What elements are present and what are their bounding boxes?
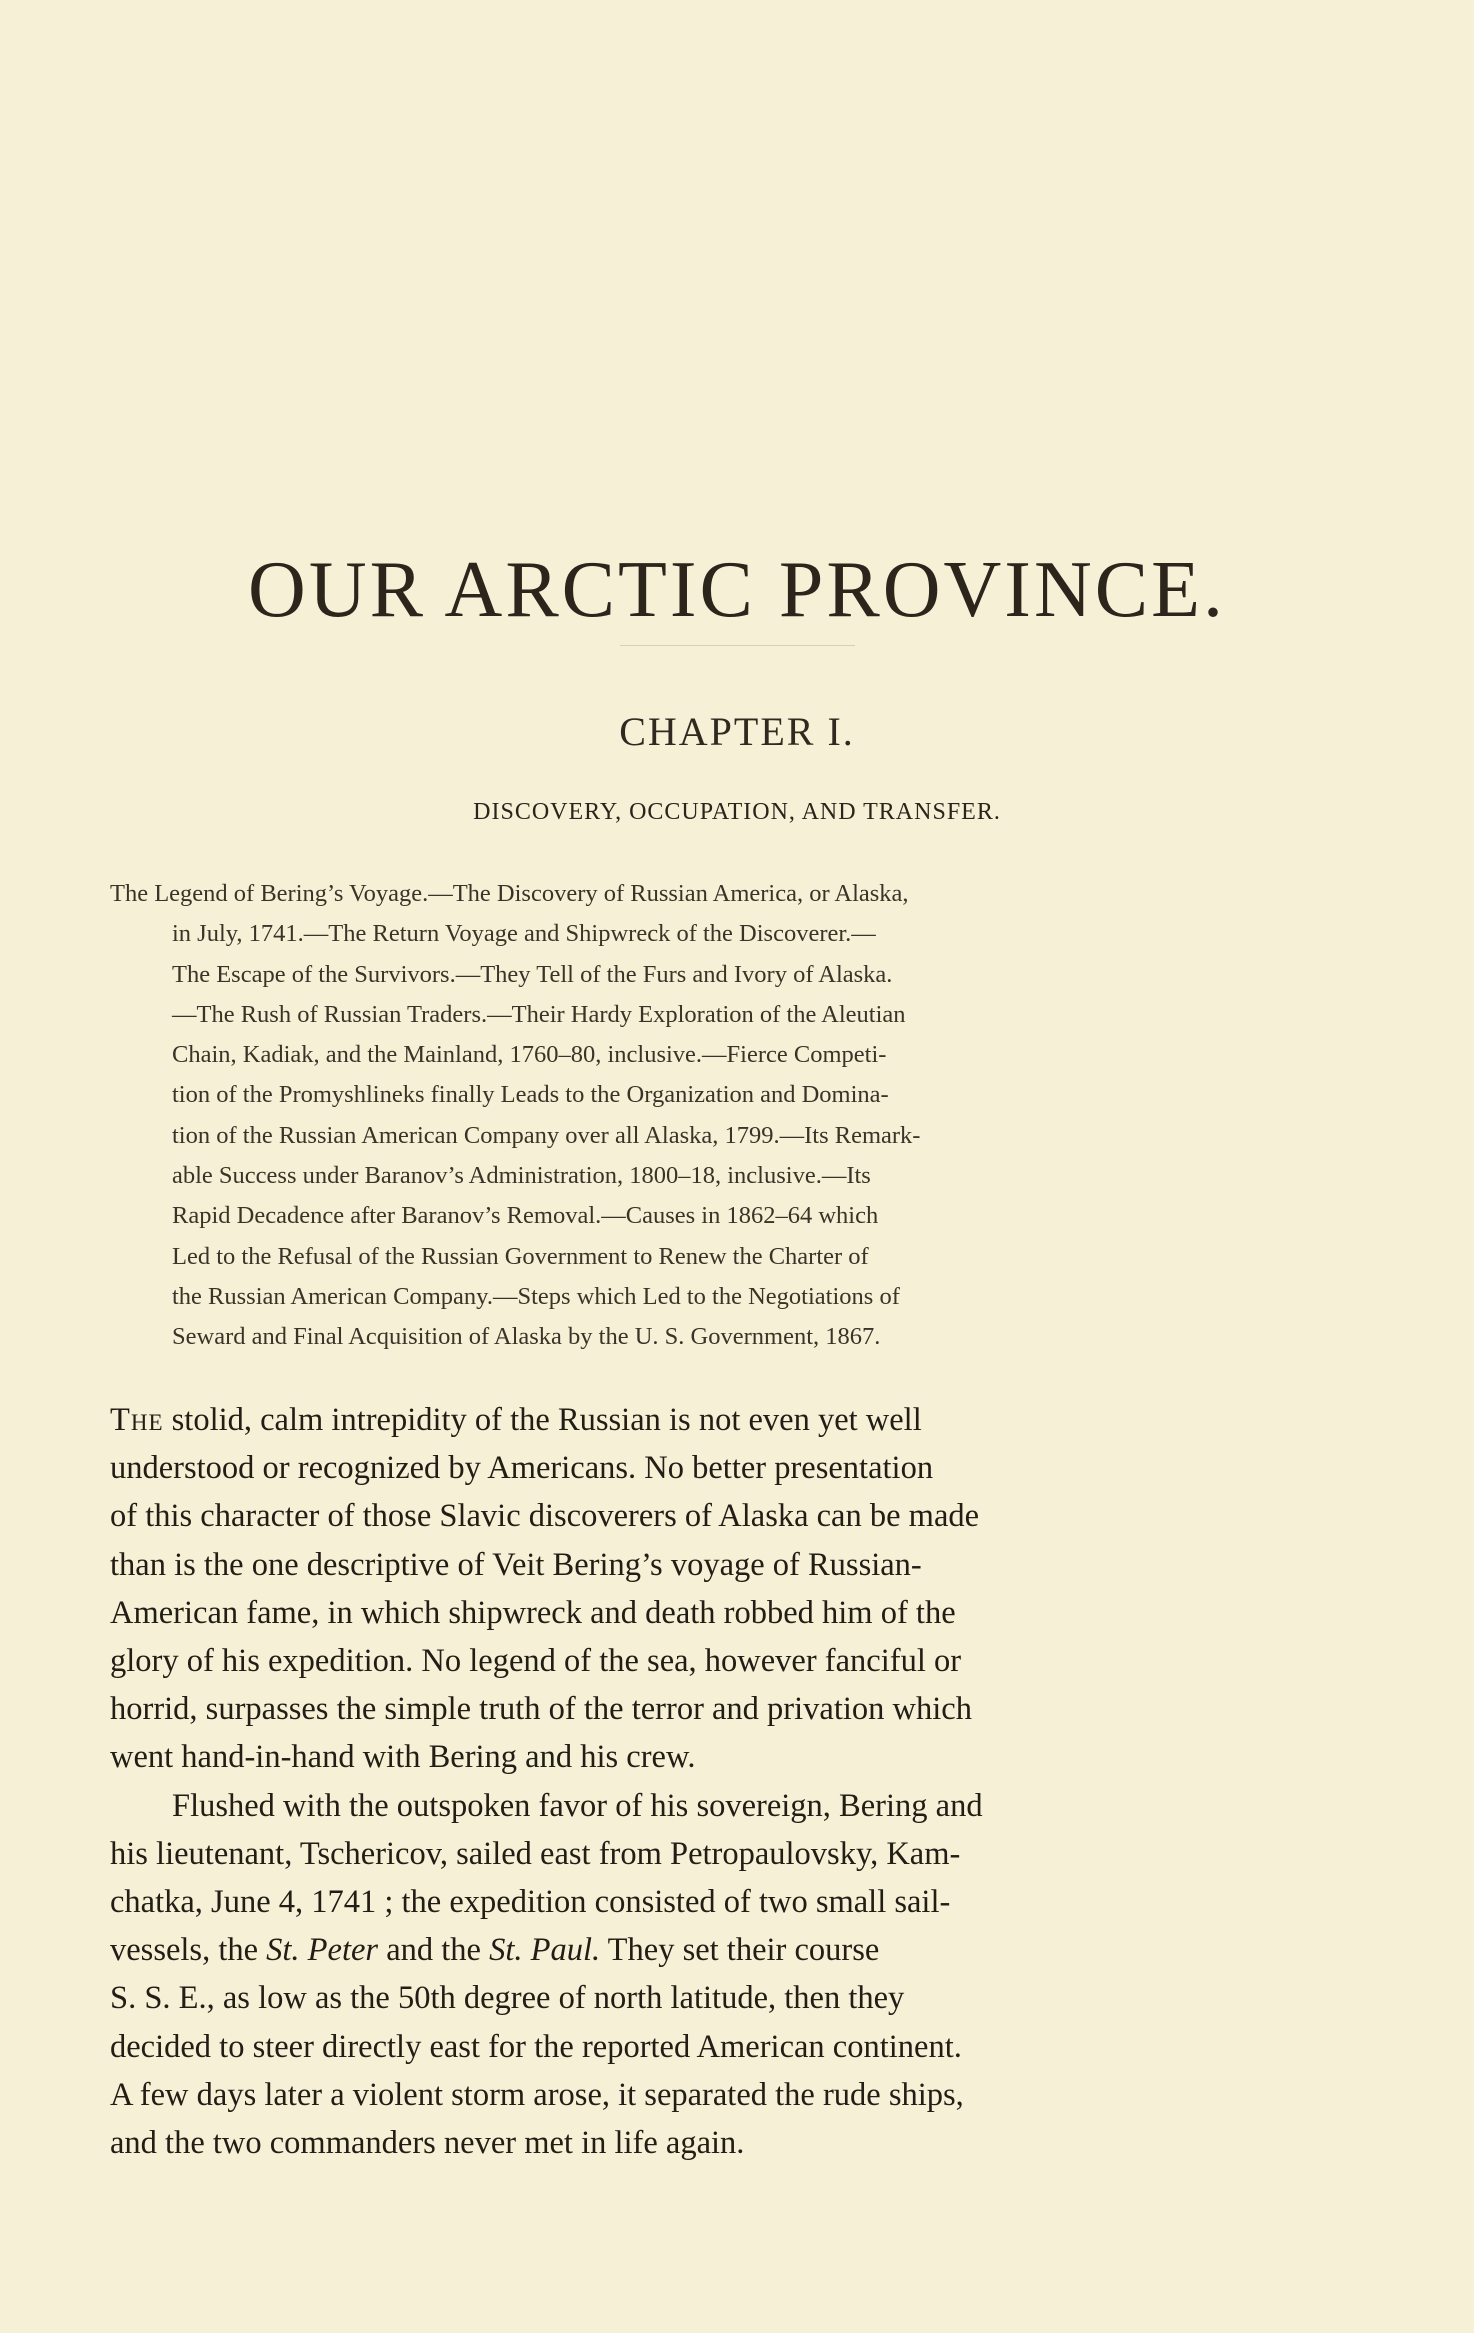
paragraph-2-line: his lieutenant, Tschericov, sailed east from Petropaulovsky, Kam-	[110, 1835, 961, 1872]
paragraph-2-line	[110, 1926, 1274, 1974]
synopsis-line: —The Rush of Russian Traders.—Their Hardy Exploration of the Aleutian	[172, 1000, 906, 1028]
ship-name: St. Paul.	[489, 1932, 601, 1969]
paragraph-2-line: S. S. E., as low as the 50th degree of north latitude, then they	[110, 1980, 905, 2017]
chapter-subtitle: DISCOVERY, OCCUPATION, AND TRANSFER.	[473, 799, 1001, 825]
paragraph-1-line: went hand-in-hand with Bering and his crew.	[110, 1739, 696, 1776]
synopsis-line: Rapid Decadence after Baranov’s Removal.—Causes in 1862–64 which	[172, 1202, 879, 1230]
paragraph-1-line: of this character of those Slavic discoverers of Alaska can be made	[110, 1498, 980, 1535]
paragraph-1-line: understood or recognized by Americans. No better presentation	[110, 1450, 934, 1487]
chapter-heading: CHAPTER I.	[619, 709, 855, 754]
paragraph-1-line	[110, 1396, 1274, 1444]
synopsis-line: The Legend of Bering’s Voyage.—The Discovery of Russian America, or Alaska,	[110, 880, 909, 907]
paragraph-1-line: than is the one descriptive of Veit Bering’s voyage of Russian-	[110, 1546, 922, 1583]
ship-name: St. Peter	[266, 1932, 379, 1969]
lead-word: The	[110, 1402, 164, 1438]
synopsis-line: Seward and Final Acquisition of Alaska by the U. S. Government, 1867.	[172, 1323, 881, 1351]
line-text: and the	[378, 1932, 490, 1969]
synopsis-line: the Russian American Company.—Steps which Led to the Negotiations of	[172, 1282, 900, 1310]
book-title: OUR ARCTIC PROVINCE.	[248, 545, 1226, 634]
paragraph-1-line: horrid, surpasses the simple truth of the terror and privation which	[110, 1691, 972, 1728]
paragraph-1-line: glory of his expedition. No legend of the sea, however fanciful or	[110, 1643, 962, 1680]
synopsis-line: Led to the Refusal of the Russian Government to Renew the Charter of	[172, 1242, 869, 1270]
synopsis-line: The Escape of the Survivors.—They Tell of the Furs and Ivory of Alaska.	[172, 960, 893, 988]
synopsis-line: tion of the Promyshlineks finally Leads to the Organization and Domina-	[172, 1081, 889, 1109]
synopsis-line: tion of the Russian American Company over all Alaska, 1799.—Its Remark-	[172, 1121, 921, 1149]
line-text: vessels, the	[110, 1932, 267, 1969]
paragraph-2-line: decided to steer directly east for the reported American continent.	[110, 2028, 962, 2065]
paragraph-2-line: A few days later a violent storm arose, it separated the rude ships,	[110, 2076, 964, 2113]
synopsis-line: able Success under Baranov’s Administration, 1800–18, inclusive.—Its	[172, 1162, 871, 1190]
synopsis-line: Chain, Kadiak, and the Mainland, 1760–80, inclusive.—Fierce Competi-	[172, 1041, 887, 1069]
paragraph-1-line: American fame, in which shipwreck and death robbed him of the	[110, 1594, 956, 1631]
chapter-body	[110, 1396, 1274, 2167]
title-divider	[620, 645, 855, 646]
paragraph-2-line: chatka, June 4, 1741 ; the expedition consisted of two small sail-	[110, 1884, 951, 1921]
line-text: They set their course	[600, 1932, 880, 1969]
chapter-synopsis	[110, 874, 1274, 1358]
paragraph-2-line: Flushed with the outspoken favor of his sovereign, Bering and	[172, 1787, 983, 1824]
paragraph-2-line: and the two commanders never met in life again.	[110, 2125, 745, 2162]
synopsis-line: in July, 1741.—The Return Voyage and Shipwreck of the Discoverer.—	[172, 920, 876, 948]
line-text: stolid, calm intrepidity of the Russian is not even yet well	[163, 1402, 922, 1438]
